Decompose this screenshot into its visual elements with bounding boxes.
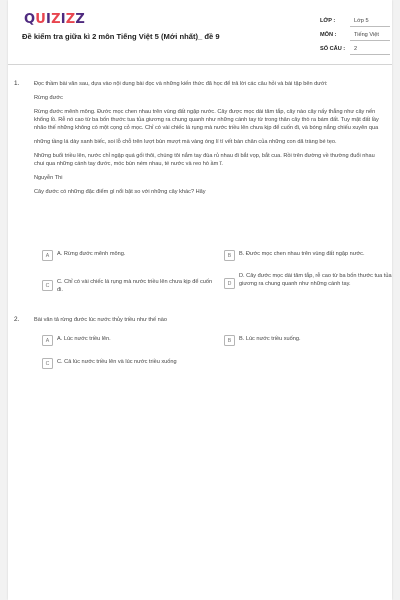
option-text: D. Cây đước mọc dài tăm tắp, rễ cao từ ba bốn thước tua tủa giương ra chung quanh như những cánh tay. [239,273,392,287]
option-text: A. Rừng đước mênh mông. [57,251,126,257]
meta-value: 2 [350,44,390,55]
option-text: C. Chỉ có vài chiếc lá rụng mà nước triều lên chưa kịp để cuốn đi. [57,279,213,293]
meta-label: LỚP : [320,18,336,24]
passage-paragraph: Những buổi triều lên, nước chỉ ngập quá gối thôi, chúng tôi nắm tay đùa rủ nhau đi bắt vọp, bắt cua. Rồi trên đường về thường đuổi nhau chui qua những cánh tay đước, móc bùn ném nhau, té nước và reo hò ầm ĩ. [34,153,375,167]
meta-row-class [320,14,390,28]
option-c[interactable] [42,358,292,369]
option-letter-box: A [42,250,53,261]
worksheet-page [8,0,392,600]
question-prompt: Cây đước có những đặc điểm gì nổi bật so với những cây khác? Hãy [34,189,206,195]
option-d[interactable] [224,272,392,289]
option-letter-box: B [224,335,235,346]
question-2-options [42,335,392,375]
option-letter-box: C [42,280,53,291]
question-body [34,316,384,330]
option-a[interactable] [42,335,212,346]
option-c[interactable] [42,278,216,294]
meta-box [320,14,390,56]
meta-value: Lớp 5 [350,16,390,27]
passage-paragraph: những tầng lá dày xanh biếc, soi lỗ chỗ trên lượt bùn mượt mà vàng óng lí tí vết bàn chân của những con dã tràng bé tẹo. [34,139,337,145]
header-divider [8,64,392,65]
option-a[interactable] [42,250,212,261]
option-letter-box: D [224,278,235,289]
option-text: B. Lúc nước triều xuống. [239,336,301,342]
meta-row-subject [320,28,390,42]
option-text: A. Lúc nước triều lên. [57,336,111,342]
meta-row-count [320,42,390,56]
passage-author: Nguyễn Thi [34,175,63,181]
question-instruction: Đọc thầm bài văn sau, dựa vào nội dung bài đọc và những kiến thức đã học để trả lời các câu hỏi và bài tập bên dưới: [34,81,328,87]
document-title: Đề kiểm tra giữa kì 2 môn Tiếng Việt 5 (Mới nhất)_ đề 9 [22,32,220,41]
passage-title: Rừng đước [34,95,63,101]
option-letter-box: A [42,335,53,346]
question-number: 1. [14,80,20,87]
question-body [34,80,384,202]
quizizz-logo: QUIZIZZ [24,12,86,27]
meta-label: MÔN : [320,32,337,38]
question-number: 2. [14,316,20,323]
option-b[interactable] [224,250,392,261]
option-text: C. Cả lúc nước triều lên và lúc nước triều xuống [57,359,177,365]
passage-paragraph: Rừng đước mênh mông. Đước mọc chen nhau trên vùng đất ngập nước. Cây được mọc dài tăm tắp, cây nào cây nấy thẳng như cây nến khổng lồ. Rễ nó cao từ ba bốn thước tua tủa giương ra chung quanh như những cánh tay từ trong thân cây thò ra bám đất. Tuy mặt đất lầy nhão thế những không có một cọng cỏ mọc. Chỉ có vài chiếc lá rụng mà nước triều lên chưa kịp để cuốn đi, và bóng nắng chiếu xuyên qua [34,109,379,131]
option-b[interactable] [224,335,392,346]
option-letter-box: B [224,250,235,261]
option-text: B. Đước mọc chen nhau trên vùng đất ngập nước. [239,251,365,257]
option-letter-box: C [42,358,53,369]
question-1-options [42,248,392,308]
meta-value: Tiếng Việt [350,30,390,41]
meta-label: SỐ CÂU : [320,46,346,52]
question-prompt: Bài văn tả rừng đước lúc nước thủy triều như thế nào [34,317,168,323]
